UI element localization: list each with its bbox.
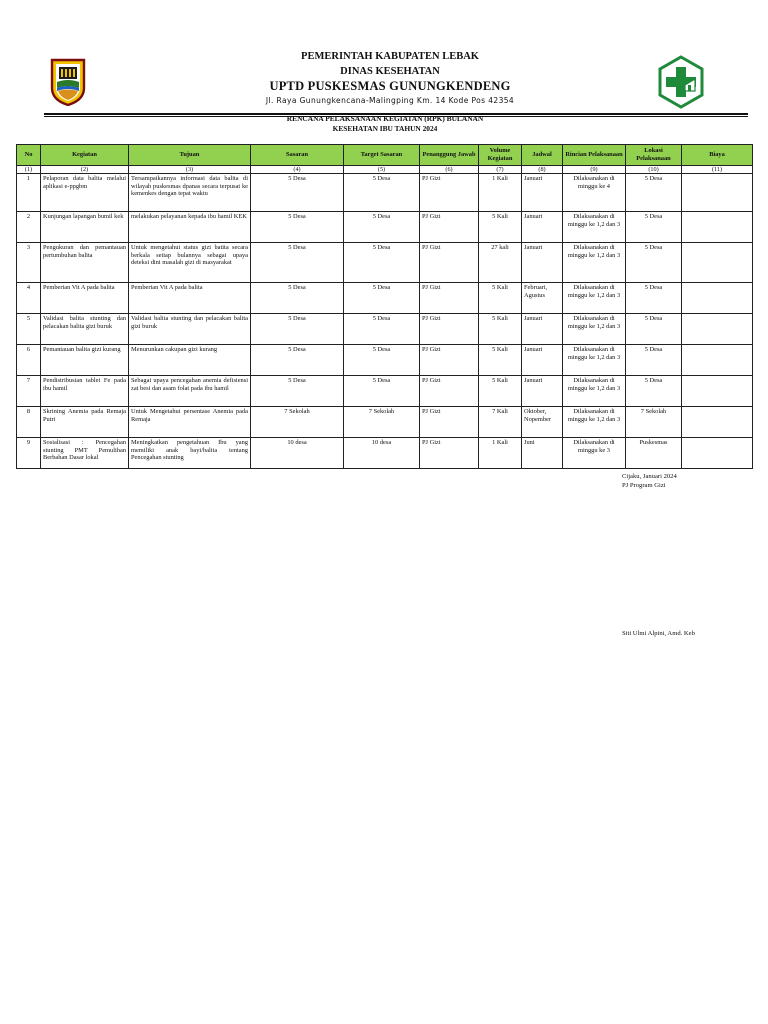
cell-target: 5 Desa — [344, 376, 420, 407]
cell-no: 9 — [17, 438, 41, 469]
cell-tujuan: Sebagai upaya pencegahan anemia defisiensi zat besi dan asam folat pada ibu hamil — [129, 376, 251, 407]
cell-volume: 5 Kali — [479, 314, 522, 345]
column-number: (11) — [682, 166, 753, 174]
cell-kegiatan: Pendistribusian tablet Fe pada ibu hamil — [41, 376, 129, 407]
cell-lokasi: 5 Desa — [626, 283, 682, 314]
cell-rincian: Dilaksanakan di minggu ke 1,2 dan 3 — [563, 283, 626, 314]
cell-lokasi: Puskesmas — [626, 438, 682, 469]
column-number: (4) — [251, 166, 344, 174]
cell-volume: 5 Kali — [479, 376, 522, 407]
cell-biaya — [682, 407, 753, 438]
cell-volume: 5 Kali — [479, 212, 522, 243]
column-header: Rincian Pelaksanaan — [563, 145, 626, 166]
signature-name: Siti Ulmi Alpini, Amd. Keb — [622, 630, 695, 637]
column-header: Tujuan — [129, 145, 251, 166]
cell-tujuan: Menurunkan cakupan gizi kurang — [129, 345, 251, 376]
column-number-row — [17, 166, 753, 174]
signature-role: PJ Program Gizi — [622, 482, 666, 489]
activity-plan-table — [16, 144, 753, 469]
cell-target: 5 Desa — [344, 314, 420, 345]
cell-lokasi: 7 Sekolah — [626, 407, 682, 438]
cell-volume: 1 Kali — [479, 174, 522, 212]
cell-sasaran: 5 Desa — [251, 314, 344, 345]
cell-penanggung-jawab: PJ Gizi — [420, 376, 479, 407]
cell-jadwal: Januari — [522, 212, 563, 243]
cell-target: 5 Desa — [344, 345, 420, 376]
cell-biaya — [682, 314, 753, 345]
column-header: Kegiatan — [41, 145, 129, 166]
cell-jadwal: Januari — [522, 314, 563, 345]
cell-biaya — [682, 243, 753, 283]
column-header: Lokasi Pelaksanaan — [626, 145, 682, 166]
cell-sasaran: 7 Sekolah — [251, 407, 344, 438]
cell-lokasi: 5 Desa — [626, 345, 682, 376]
cell-sasaran: 5 Desa — [251, 345, 344, 376]
cell-volume: 27 kali — [479, 243, 522, 283]
cell-rincian: Dilaksanakan di minggu ke 1,2 dan 3 — [563, 345, 626, 376]
column-header: No — [17, 145, 41, 166]
cell-biaya — [682, 212, 753, 243]
cell-rincian: Dilaksanakan di minggu ke 1,2 dan 3 — [563, 243, 626, 283]
column-number: (8) — [522, 166, 563, 174]
table-header-row — [17, 145, 753, 166]
cell-volume: 7 Kali — [479, 407, 522, 438]
cell-jadwal: Januari — [522, 345, 563, 376]
cell-jadwal: Februari, Agustus — [522, 283, 563, 314]
document-title: RENCANA PELAKSANAAN KEGIATAN (RPK) BULANAN — [286, 114, 484, 123]
table-row — [17, 212, 753, 243]
cell-penanggung-jawab: PJ Gizi — [420, 174, 479, 212]
cell-lokasi: 5 Desa — [626, 376, 682, 407]
cell-penanggung-jawab: PJ Gizi — [420, 438, 479, 469]
cell-jadwal: Januari — [522, 243, 563, 283]
cell-biaya — [682, 438, 753, 469]
table-row — [17, 243, 753, 283]
column-header: Volume Kegiatan — [479, 145, 522, 166]
cell-kegiatan: Pemantauan balita gizi kurang — [41, 345, 129, 376]
table-row — [17, 438, 753, 469]
cell-target: 5 Desa — [344, 283, 420, 314]
table-row — [17, 407, 753, 438]
table-row — [17, 174, 753, 212]
cell-target: 5 Desa — [344, 212, 420, 243]
cell-volume: 1 Kali — [479, 438, 522, 469]
cell-no: 8 — [17, 407, 41, 438]
cell-lokasi: 5 Desa — [626, 174, 682, 212]
cell-penanggung-jawab: PJ Gizi — [420, 283, 479, 314]
cell-jadwal: Januari — [522, 174, 563, 212]
table-row — [17, 376, 753, 407]
government-line: PEMERINTAH KABUPATEN LEBAK — [301, 51, 479, 62]
cell-no: 3 — [17, 243, 41, 283]
column-number: (7) — [479, 166, 522, 174]
cell-tujuan: melakukan pelayanan kepada ibu hamil KEK — [129, 212, 251, 243]
cell-penanggung-jawab: PJ Gizi — [420, 407, 479, 438]
column-header: Biaya — [682, 145, 753, 166]
cell-lokasi: 5 Desa — [626, 243, 682, 283]
cell-no: 5 — [17, 314, 41, 345]
column-number: (3) — [129, 166, 251, 174]
cell-jadwal: Januari — [522, 376, 563, 407]
cell-volume: 5 Kali — [479, 283, 522, 314]
cell-rincian: Dilaksanakan di minggu ke 4 — [563, 174, 626, 212]
column-number: (6) — [420, 166, 479, 174]
cell-biaya — [682, 376, 753, 407]
cell-kegiatan: Sosialisasi : Pencegahan stunting PMT Pemulihan Berbahan Dasar lokal — [41, 438, 129, 469]
department-line: DINAS KESEHATAN — [340, 66, 440, 77]
document-subtitle: KESEHATAN IBU TAHUN 2024 — [332, 124, 438, 133]
cell-jadwal: Oktober, Nopember — [522, 407, 563, 438]
cell-target: 7 Sekolah — [344, 407, 420, 438]
cell-biaya — [682, 174, 753, 212]
cell-target: 10 desa — [344, 438, 420, 469]
cell-kegiatan: Skrining Anemia pada Remaja Putri — [41, 407, 129, 438]
cell-penanggung-jawab: PJ Gizi — [420, 212, 479, 243]
cell-kegiatan: Kunjungan lapangan bumil kek — [41, 212, 129, 243]
cell-biaya — [682, 345, 753, 376]
cell-kegiatan: Pengukuran dan pemantauan pertumbuhan balita — [41, 243, 129, 283]
cell-rincian: Dilaksanakan di minggu ke 1,2 dan 3 — [563, 407, 626, 438]
cell-kegiatan: Validasi balita stunting dan pelacakan balita gizi buruk — [41, 314, 129, 345]
cell-no: 4 — [17, 283, 41, 314]
cell-jadwal: Juni — [522, 438, 563, 469]
cell-target: 5 Desa — [344, 174, 420, 212]
cell-target: 5 Desa — [344, 243, 420, 283]
cell-sasaran: 5 Desa — [251, 212, 344, 243]
cell-no: 6 — [17, 345, 41, 376]
cell-penanggung-jawab: PJ Gizi — [420, 345, 479, 376]
cell-tujuan: Validasi balita stunting dan pelacakan balita gizi buruk — [129, 314, 251, 345]
cell-rincian: Dilaksanakan di minggu ke 1,2 dan 3 — [563, 314, 626, 345]
cell-penanggung-jawab: PJ Gizi — [420, 243, 479, 283]
column-header: Penanggung Jawab — [420, 145, 479, 166]
cell-lokasi: 5 Desa — [626, 212, 682, 243]
cell-kegiatan: Pelaporan data balita melalui aplikasi e-ppgbm — [41, 174, 129, 212]
cell-tujuan: Untuk Mengetahui persentase Anemia pada Remaja — [129, 407, 251, 438]
cell-kegiatan: Pemberian Vit A pada balita — [41, 283, 129, 314]
cell-sasaran: 5 Desa — [251, 174, 344, 212]
column-header: Sasaran — [251, 145, 344, 166]
kabupaten-lebak-emblem-icon — [48, 58, 88, 106]
cell-lokasi: 5 Desa — [626, 314, 682, 345]
cell-tujuan: Untuk mengetahui status gizi batita secara berkala setiap bulannya sebagai upaya deteksi dini masalah gizi di masyarakat — [129, 243, 251, 283]
cell-sasaran: 5 Desa — [251, 283, 344, 314]
column-number: (10) — [626, 166, 682, 174]
letterhead — [0, 0, 768, 120]
cell-no: 2 — [17, 212, 41, 243]
table-row — [17, 283, 753, 314]
cell-no: 1 — [17, 174, 41, 212]
cell-rincian: Dilaksanakan di minggu ke 1,2 dan 3 — [563, 376, 626, 407]
cell-biaya — [682, 283, 753, 314]
cell-sasaran: 5 Desa — [251, 376, 344, 407]
signature-place-date: Cijaku, Januari 2024 — [622, 473, 677, 480]
column-number: (9) — [563, 166, 626, 174]
table-row — [17, 314, 753, 345]
cell-rincian: Dilaksanakan di minggu ke 3 — [563, 438, 626, 469]
table-row — [17, 345, 753, 376]
column-number: (2) — [41, 166, 129, 174]
cell-sasaran: 5 Desa — [251, 243, 344, 283]
cell-tujuan: Tersampaikannya informasi data balita di wilayah puskesmas dpanas secara terpusat ke kemenkes dengan tepat waktu — [129, 174, 251, 212]
column-header: Jadwal — [522, 145, 563, 166]
cell-no: 7 — [17, 376, 41, 407]
institution-address: Jl. Raya Gunungkencana-Malingping Km. 14 Kode Pos 42354 — [265, 96, 515, 105]
cell-tujuan: Meningkatkan pengetahuan Ibu yang memiliki anak bayi/balita tentang Pencegahan stunting — [129, 438, 251, 469]
cell-volume: 5 Kali — [479, 345, 522, 376]
cell-sasaran: 10 desa — [251, 438, 344, 469]
cell-tujuan: Pemberian Vit A pada balita — [129, 283, 251, 314]
puskesmas-emblem-icon — [657, 55, 705, 109]
cell-rincian: Dilaksanakan di minggu ke 1,2 dan 3 — [563, 212, 626, 243]
column-number: (5) — [344, 166, 420, 174]
column-header: Target Sasaran — [344, 145, 420, 166]
column-number: (1) — [17, 166, 41, 174]
institution-name: UPTD PUSKESMAS GUNUNGKENDENG — [269, 79, 511, 93]
cell-penanggung-jawab: PJ Gizi — [420, 314, 479, 345]
